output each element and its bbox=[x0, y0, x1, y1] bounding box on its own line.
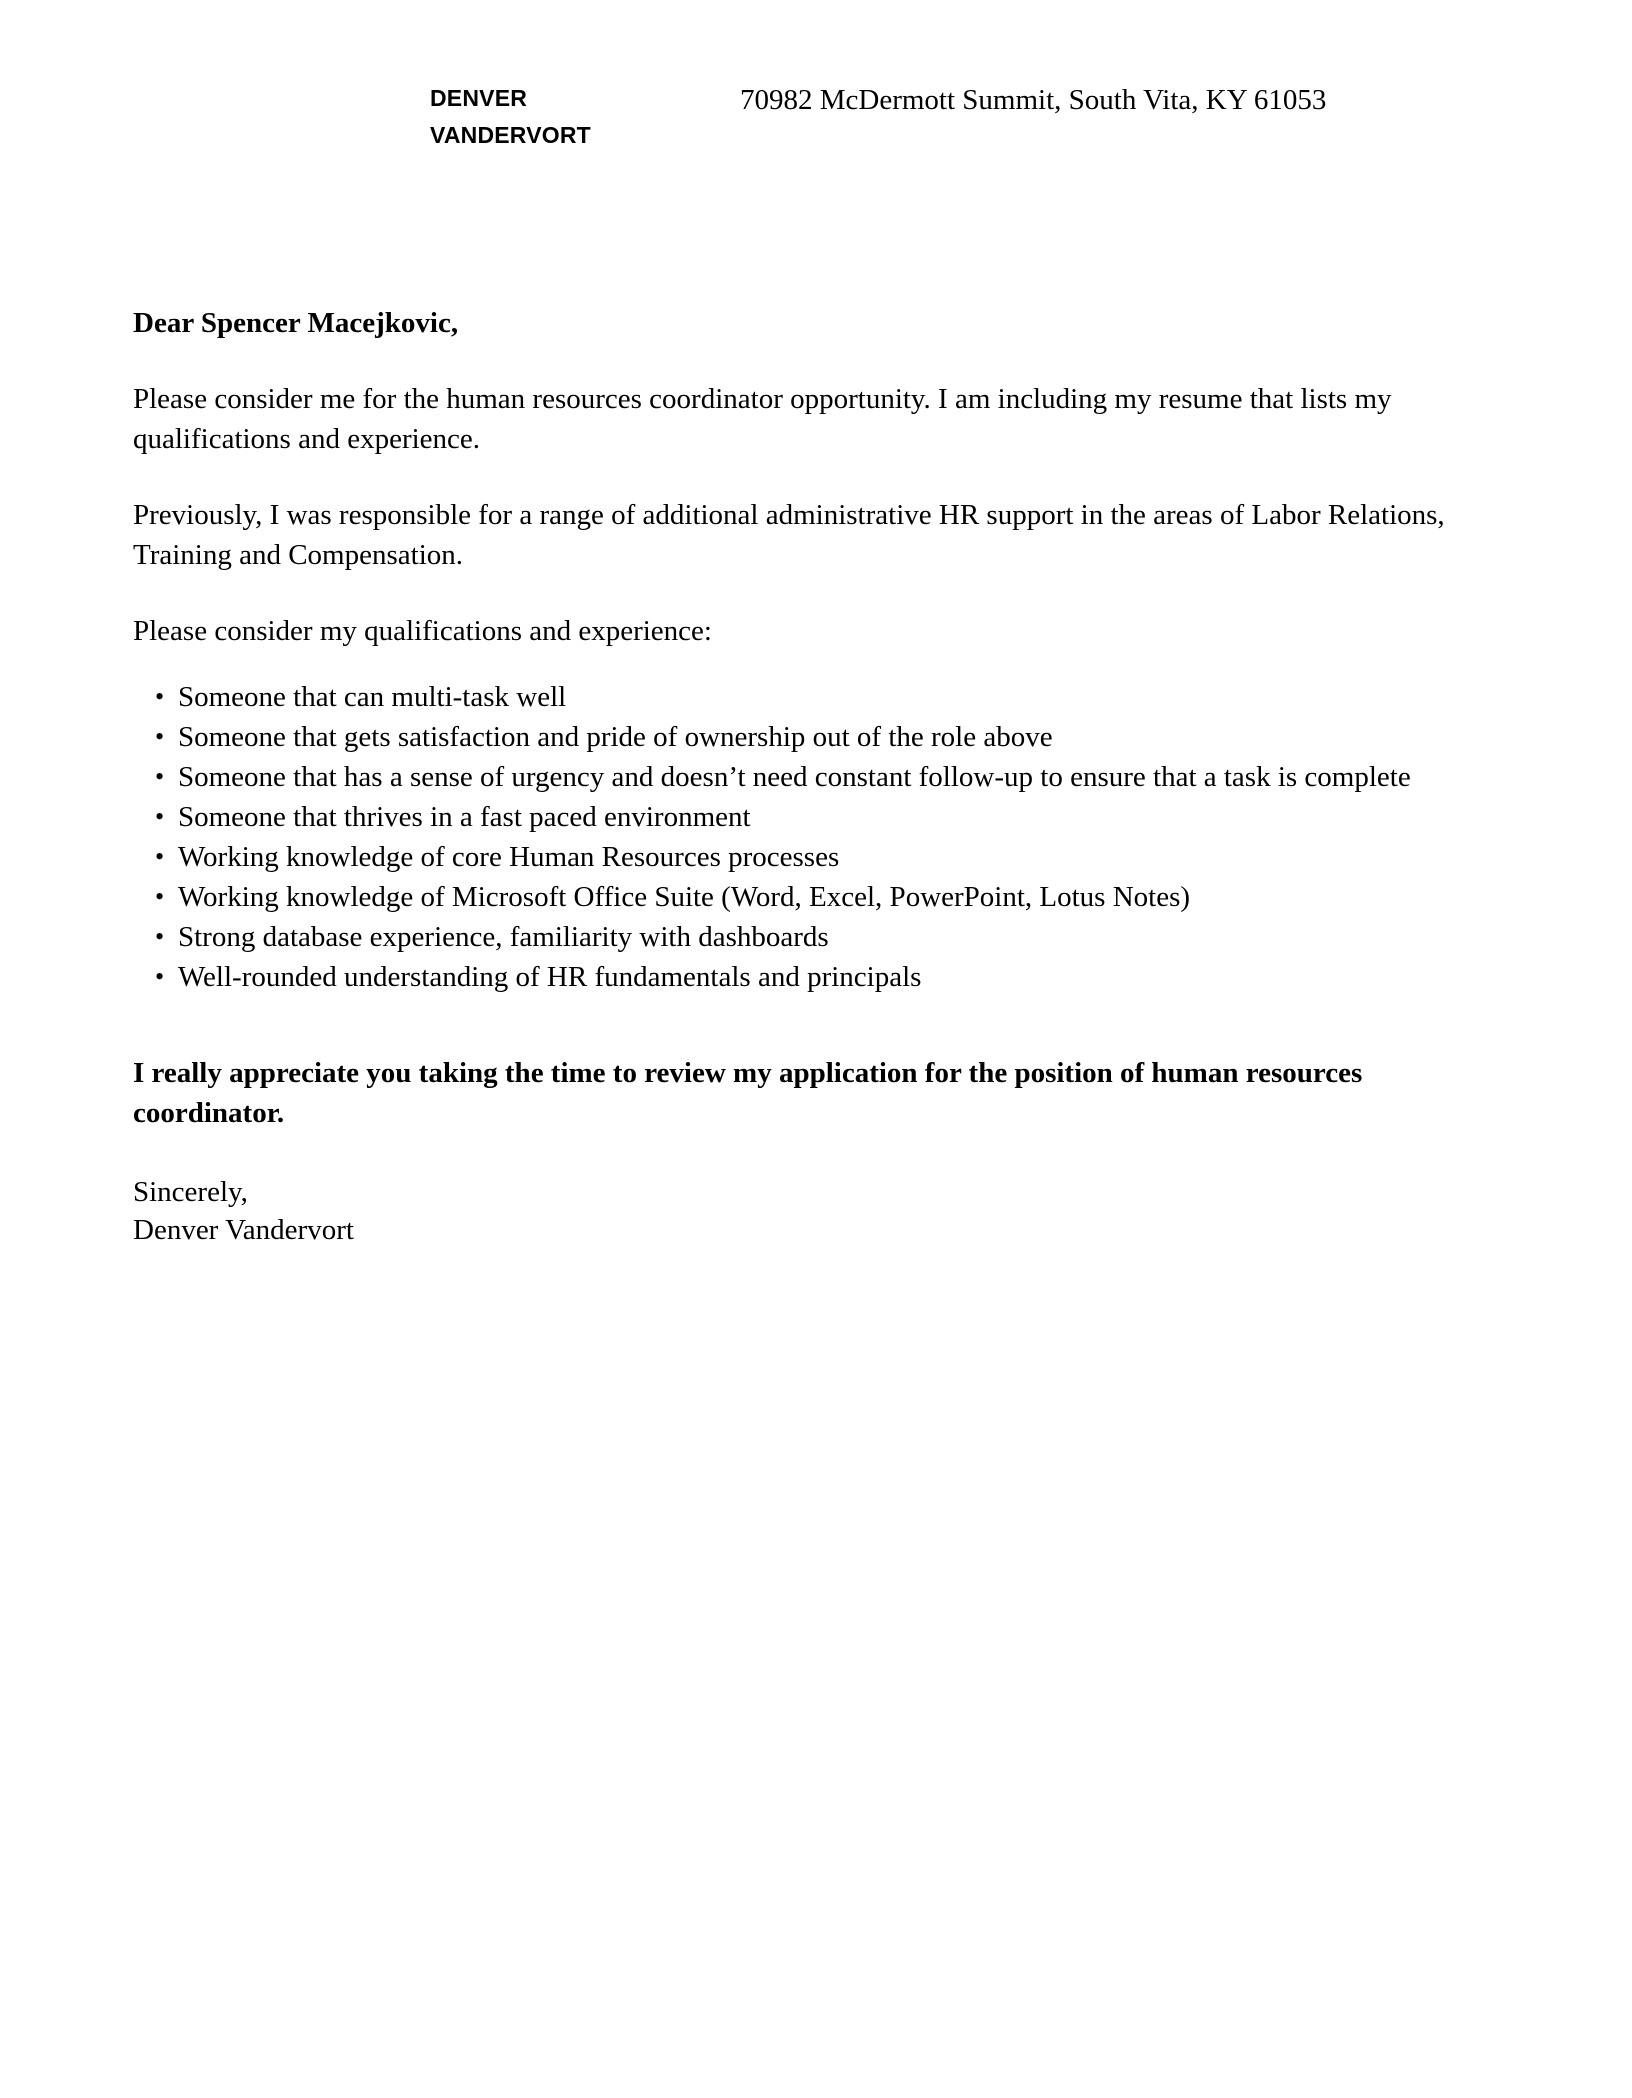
sender-address: 70982 McDermott Summit, South Vita, KY 61053 bbox=[740, 84, 1327, 116]
paragraph-2: Previously, I was responsible for a range of additional administrative HR support in the areas of Labor Relations, Training and Compensation. bbox=[133, 499, 1445, 571]
sender-name-line-1: DENVER bbox=[430, 85, 528, 111]
list-item: • Working knowledge of Microsoft Office Suite (Word, Excel, PowerPoint, Lotus Notes) bbox=[133, 877, 1465, 917]
list-item: • Someone that can multi-task well bbox=[133, 677, 1465, 717]
signoff-salutation: Sincerely, bbox=[133, 1176, 248, 1208]
letterhead bbox=[0, 80, 1632, 200]
signature-block bbox=[133, 1173, 1465, 1249]
list-item: • Someone that thrives in a fast paced environment bbox=[133, 797, 1465, 837]
sender-name bbox=[430, 80, 720, 154]
list-item: • Someone that has a sense of urgency and doesn’t need constant follow-up to ensure that a task is complete bbox=[133, 757, 1465, 797]
list-item: • Strong database experience, familiarity with dashboards bbox=[133, 917, 1465, 957]
signoff-name: Denver Vandervort bbox=[133, 1214, 354, 1246]
sender-name-line-2: VANDERVORT bbox=[430, 122, 591, 148]
list-item: • Well-rounded understanding of HR fundamentals and principals bbox=[133, 957, 1465, 997]
list-item: • Working knowledge of core Human Resources processes bbox=[133, 837, 1465, 877]
list-item: • Someone that gets satisfaction and pride of ownership out of the role above bbox=[133, 717, 1465, 757]
qualifications-list bbox=[133, 677, 1465, 997]
greeting: Dear Spencer Macejkovic, bbox=[133, 307, 459, 339]
letter-body bbox=[133, 303, 1465, 1249]
qualifications-lead-in: Please consider my qualifications and experience: bbox=[133, 615, 712, 647]
closing-statement: I really appreciate you taking the time to review my application for the position of human resources coordinator. bbox=[133, 1057, 1363, 1129]
paragraph-1: Please consider me for the human resources coordinator opportunity. I am including my resume that lists my qualifications and experience. bbox=[133, 383, 1392, 455]
